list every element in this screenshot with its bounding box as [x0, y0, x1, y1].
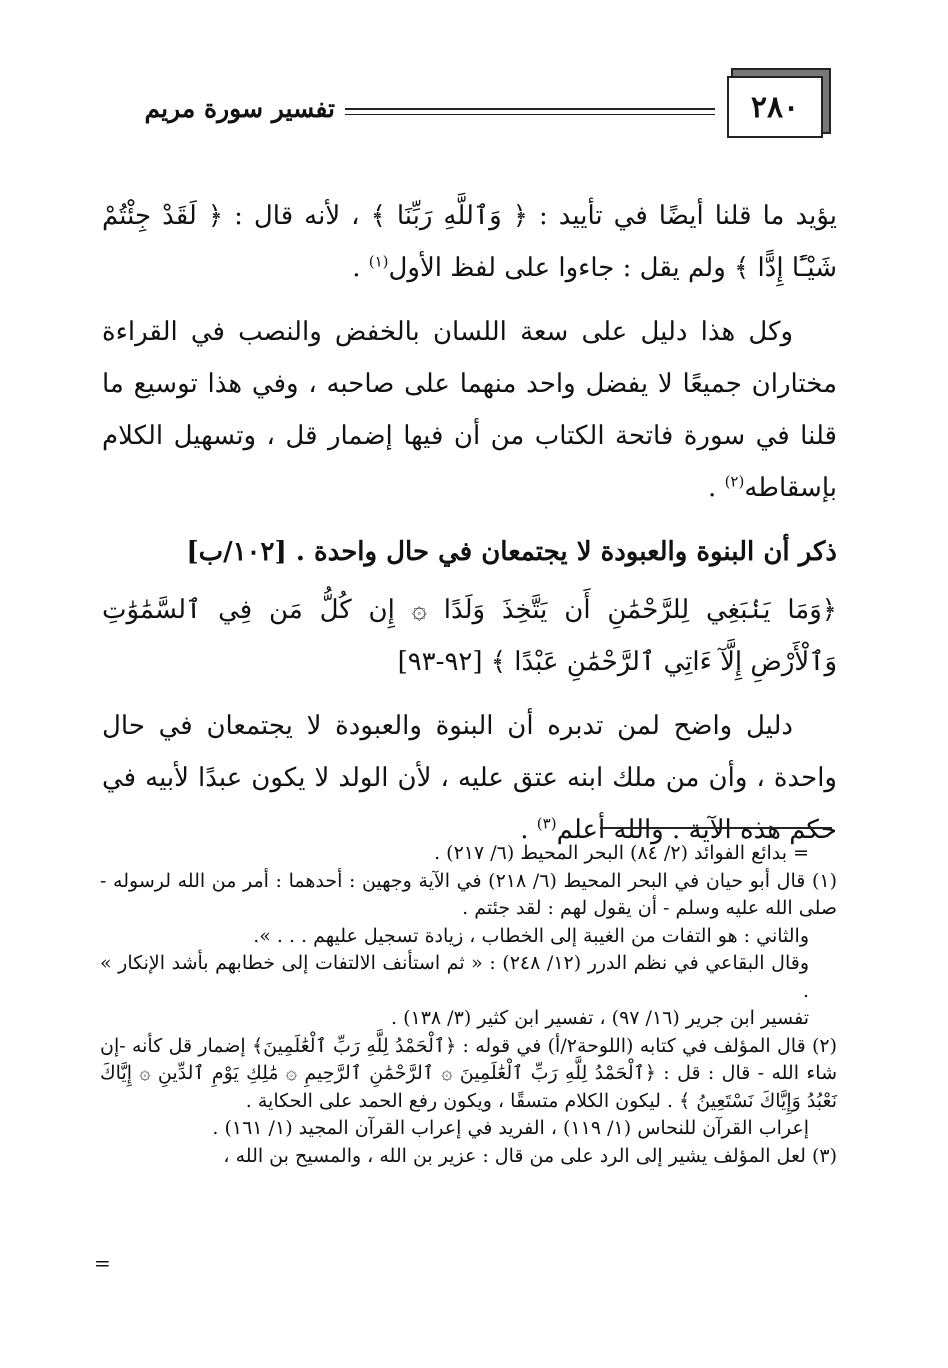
footnote-1-part-2: والثاني : هو التفات من الغيبة إلى الخطاب ، زيادة تسجيل عليهم . . . ». — [253, 924, 809, 947]
footnote-continuation-mark: = — [94, 1251, 111, 1275]
paragraph-2 — [102, 306, 837, 514]
paragraph-2-text: وكل هذا دليل على سعة اللسان بالخفض والنصب في القراءة مختاران جميعًا لا يفضل واحد منهما على صاحبه ، وفي هذا توسيع ما قلنا في سورة فاتحة الكتاب من أن فيها إضمار قل ، وتسهيل الكلام بإسقاطه — [102, 317, 837, 503]
footnote-ref-2: (٢) — [724, 472, 745, 491]
footnote-ref-3: (٣) — [536, 814, 557, 833]
footnotes — [100, 840, 837, 1170]
footnote-continued: = بدائع الفوائد (٢/ ٨٤) البحر المحيط (٦/ ٢١٧) . — [434, 842, 809, 864]
footnote-2: (٢) قال المؤلف في كتابه (اللوحة٢/أ) في قوله : ﴿ٱلْحَمْدُ لِلَّهِ رَبِّ ٱلْعَٰلَمِينَ﴾ إضمار قل كأنه -إن شاء الله - قال : قل : ﴿ٱلْحَمْدُ لِلَّهِ رَبِّ ٱلْعَٰلَمِينَ ۞ ٱلرَّحْمَٰنِ ٱلرَّحِيمِ ۞ مَٰلِكِ يَوْمِ ٱلدِّينِ ۞ إِيَّاكَ نَعْبُدُ وَإِيَّاكَ نَسْتَعِينُ ﴾ . ليكون الكلام متسقًا ، ويكون رفع الحمد على الحكاية . — [100, 1034, 838, 1112]
footnote-1-sources: تفسير ابن جرير (١٦/ ٩٧) ، تفسير ابن كثير (٣/ ١٣٨) . — [391, 1007, 809, 1029]
paragraph-1-text: يؤيد ما قلنا أيضًا في تأييد : ﴿ وَٱللَّهِ رَبِّنَا ﴾ ، لأنه قال : ﴿ لَقَدْ جِئْتُمْ شَيْـًٔا إِدًّا ﴾ ولم يقل : جاءوا على لفظ الأول — [102, 201, 837, 283]
main-text — [102, 190, 837, 868]
section-heading: ذكر أن البنوة والعبودة لا يجتمعان في حال واحدة . [١٠٢/ب] — [186, 537, 837, 567]
running-title: تفسير سورة مريم — [144, 94, 335, 123]
footnote-1: (١) قال أبو حيان في البحر المحيط (٦/ ٢١٨) في الآية وجهين : أحدهما : أمر من الله لرسوله - صلى الله عليه وسلم - أن يقول لهم : لقد جئتم . — [100, 869, 837, 919]
header-rule-thin — [345, 114, 715, 115]
paragraph-3 — [102, 700, 837, 856]
page-number-box — [727, 76, 823, 138]
footnote-3: (٣) لعل المؤلف يشير إلى الرد على من قال : عزير بن الله ، والمسيح بن الله ، — [223, 1144, 837, 1167]
footnote-1-part-3: وقال البقاعي في نظم الدرر (١٢/ ٢٤٨) : « ثم استأنف الالتفات إلى خطابهم بأشد الإنكار » . — [100, 952, 809, 1002]
footnote-2-sources: إعراب القرآن للنحاس (١/ ١١٩) ، الفريد في إعراب القرآن المجيد (١/ ١٦١) . — [212, 1117, 809, 1139]
paragraph-1 — [102, 190, 837, 294]
paragraph-1-end: . — [352, 253, 369, 283]
header-rule — [345, 108, 715, 110]
page-header — [95, 68, 835, 148]
paragraph-3-text: دليل واضح لمن تدبره أن البنوة والعبودة لا يجتمعان في حال واحدة ، وأن من ملك ابنه عتق عليه ، لأن الولد لا يكون عبدًا لأبيه في حكم هذه الآية . والله أعلم — [102, 711, 837, 845]
footnote-ref-1: (١) — [368, 252, 389, 271]
paragraph-3-end: . — [520, 815, 537, 845]
footnote-separator — [600, 827, 832, 829]
paragraph-2-end: . — [708, 473, 725, 503]
quran-verse: ﴿وَمَا يَنۢبَغِي لِلرَّحْمَٰنِ أَن يَتَّخِذَ وَلَدًا ۞ إِن كُلُّ مَن فِي ٱلسَّمَٰوَٰتِ وَٱلْأَرْضِ إِلَّآ ءَاتِي ٱلرَّحْمَٰنِ عَبْدًا ﴾ [٩٢-٩٣] — [102, 595, 837, 677]
page-number: ٢٨٠ — [750, 89, 800, 125]
